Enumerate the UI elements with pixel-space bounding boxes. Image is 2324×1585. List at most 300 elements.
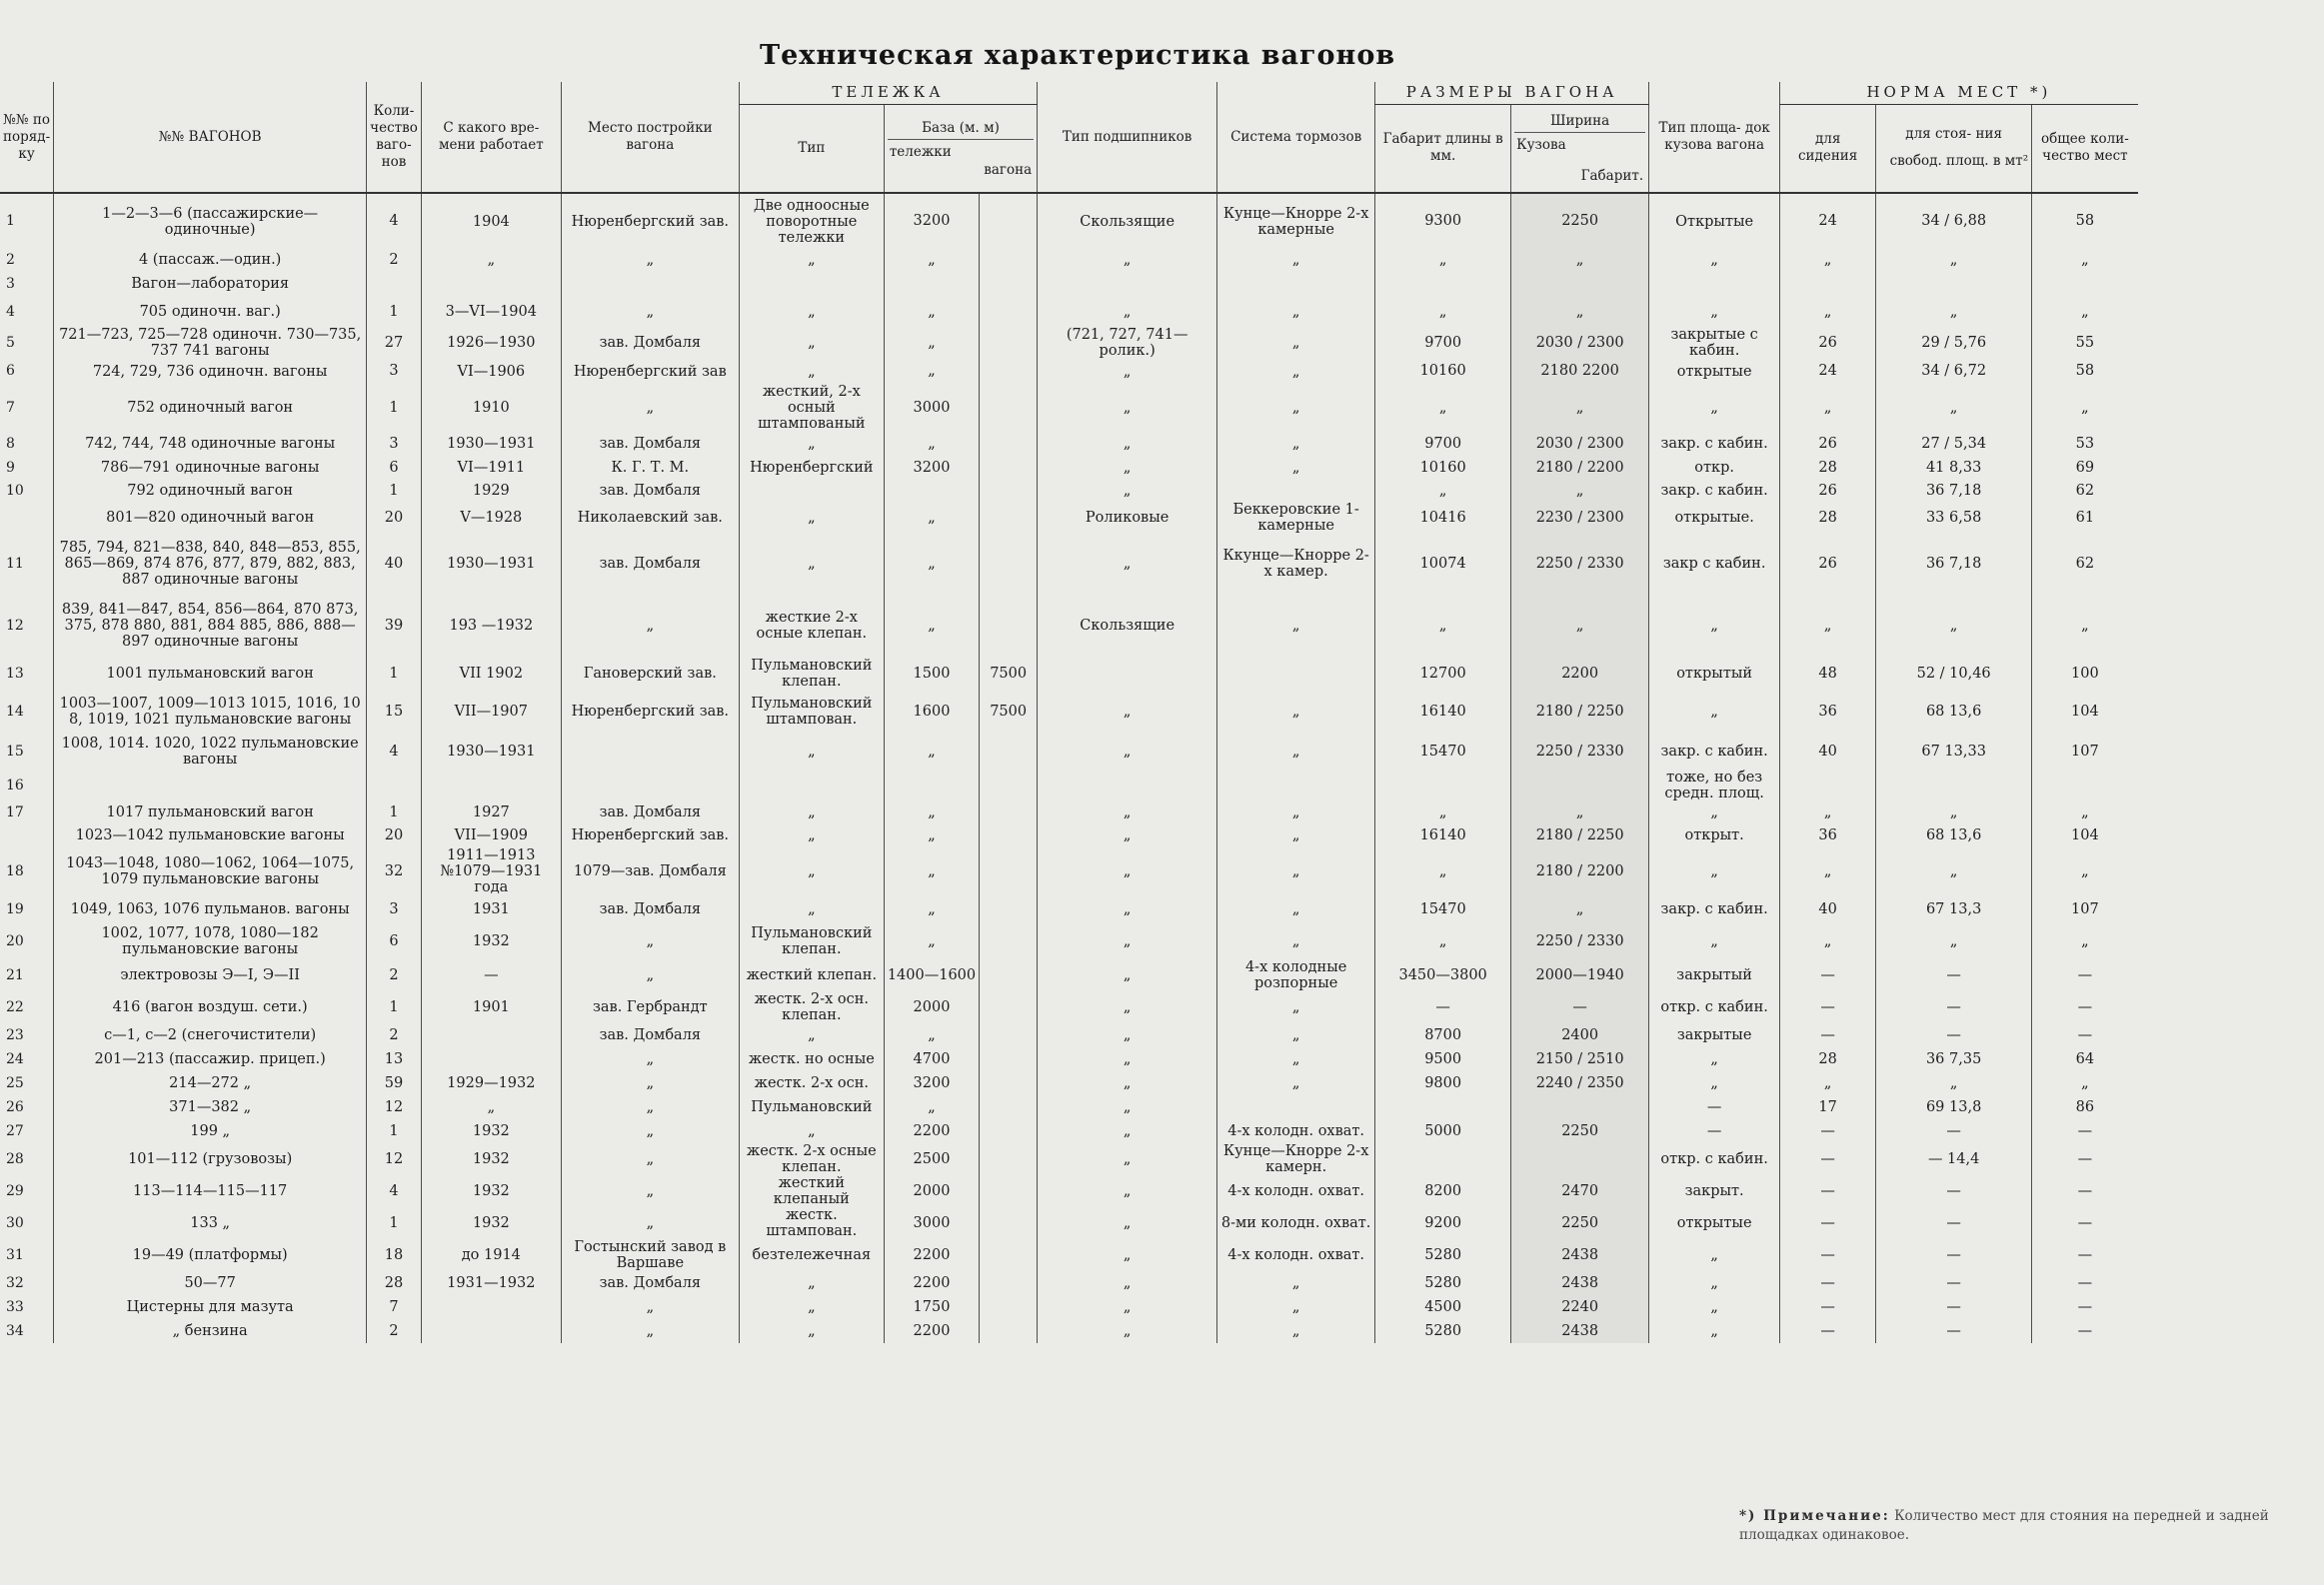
- cell-bw: [980, 297, 1038, 327]
- cell-sys: „: [1217, 991, 1375, 1023]
- cell-t: жестк. штампован.: [739, 1207, 884, 1239]
- cell-sys: Беккеровские 1-камерные: [1217, 502, 1375, 534]
- cell-n: 24: [6, 1050, 24, 1067]
- cell-pl: открыт.: [1649, 823, 1780, 847]
- table-row: [0, 923, 2138, 959]
- table-row: [0, 895, 2138, 923]
- cell-l: 10160: [1375, 456, 1511, 480]
- cell-br: „: [1038, 1271, 1217, 1295]
- cell-sys: „: [1217, 359, 1375, 384]
- cell-s: 1932: [421, 1175, 561, 1207]
- cell-s: 193 —1932: [421, 594, 561, 658]
- cell-q: 2: [367, 959, 422, 991]
- cell-br: [1038, 770, 1217, 801]
- cell-n: 3: [6, 275, 15, 292]
- cell-s: 1932: [421, 1119, 561, 1143]
- cell-q: [367, 271, 422, 297]
- col-header-no: №№ по поряд- ку: [0, 82, 54, 193]
- cell-t: „: [739, 734, 884, 770]
- cell-wd: [1511, 770, 1649, 801]
- cell-br: „: [1038, 690, 1217, 734]
- cell-l: 8200: [1375, 1175, 1511, 1207]
- cell-sys: „: [1217, 1295, 1375, 1319]
- cell-s: 1926—1930: [421, 327, 561, 359]
- cell-s: [421, 770, 561, 801]
- cell-l: [1375, 271, 1511, 297]
- cell-p: „: [561, 297, 739, 327]
- cell-st: „: [1876, 384, 2032, 432]
- cell-sit: „: [1780, 1071, 1876, 1095]
- table-row: [0, 1239, 2138, 1271]
- cell-t: Пульмановский штампован.: [739, 690, 884, 734]
- cell-br: „: [1038, 480, 1217, 502]
- cell-tot: —: [2032, 1295, 2138, 1319]
- cell-br: „: [1038, 1239, 1217, 1271]
- cell-st: „: [1876, 847, 2032, 895]
- cell-sys: Кунце—Кнорре 2-х камерные: [1217, 193, 1375, 249]
- cell-br: „: [1038, 297, 1217, 327]
- cell-p: зав. Домбаля: [561, 801, 739, 823]
- cell-st: 68 13,6: [1876, 690, 2032, 734]
- cell-wd: 2150 / 2510: [1511, 1047, 1649, 1071]
- cell-tot: 64: [2032, 1047, 2138, 1071]
- cell-sit: —: [1780, 1119, 1876, 1143]
- cell-pl: закрытые: [1649, 1023, 1780, 1047]
- cell-q: 28: [367, 1271, 422, 1295]
- document-title: Техническая характеристика вагонов: [760, 40, 1396, 71]
- cell-s: 1911—1913 №1079—1931 года: [421, 847, 561, 895]
- cell-pl: открытый: [1649, 658, 1780, 690]
- cell-p: 1079—зав. Домбаля: [561, 847, 739, 895]
- cell-bb: „: [884, 432, 979, 456]
- cell-p: „: [561, 1095, 739, 1119]
- table-row: [0, 327, 2138, 359]
- cell-bb: „: [884, 359, 979, 384]
- cell-t: Две одноосные поворотные тележки: [739, 193, 884, 249]
- cell-s: до 1914: [421, 1239, 561, 1271]
- cell-br: „: [1038, 895, 1217, 923]
- cell-bw: [980, 359, 1038, 384]
- cell-l: 9300: [1375, 193, 1511, 249]
- cell-sit: 28: [1780, 1047, 1876, 1071]
- cell-s: [421, 1047, 561, 1071]
- cell-l: [1375, 1143, 1511, 1175]
- cell-pl: „: [1649, 847, 1780, 895]
- cell-l: „: [1375, 923, 1511, 959]
- table-row: [0, 734, 2138, 770]
- cell-st: 36 7,18: [1876, 534, 2032, 594]
- cell-sit: „: [1780, 594, 1876, 658]
- cell-pl: закрытые с кабин.: [1649, 327, 1780, 359]
- cell-s: [421, 1023, 561, 1047]
- cell-tot: —: [2032, 1319, 2138, 1343]
- cell-bb: 3200: [884, 456, 979, 480]
- cell-w: 1008, 1014. 1020, 1022 пульмановские вагоны: [54, 734, 367, 770]
- cell-br: „: [1038, 734, 1217, 770]
- cell-w: 1049, 1063, 1076 пульманов. вагоны: [54, 895, 367, 923]
- cell-bb: „: [884, 502, 979, 534]
- table-row: [0, 359, 2138, 384]
- cell-br: „: [1038, 801, 1217, 823]
- cell-l: 16140: [1375, 690, 1511, 734]
- cell-p: „: [561, 1295, 739, 1319]
- cell-sit: 40: [1780, 734, 1876, 770]
- cell-br: „: [1038, 1095, 1217, 1119]
- cell-t: жестк. но осные: [739, 1047, 884, 1071]
- cell-p: зав. Домбаля: [561, 1271, 739, 1295]
- cell-pl: „: [1649, 1295, 1780, 1319]
- cell-w: 1017 пульмановский вагон: [54, 801, 367, 823]
- cell-sys: „: [1217, 923, 1375, 959]
- cell-bw: [980, 1239, 1038, 1271]
- cell-w: 785, 794, 821—838, 840, 848—853, 855, 865—869, 874 876, 877, 879, 882, 883, 887 одиночные вагоны: [54, 534, 367, 594]
- cell-bb: „: [884, 249, 979, 271]
- table-row: [0, 959, 2138, 991]
- table-row: [0, 1271, 2138, 1295]
- cell-w: 1—2—3—6 (пассажирские—одиночные): [54, 193, 367, 249]
- cell-bb: „: [884, 1023, 979, 1047]
- cell-bb: „: [884, 1095, 979, 1119]
- cell-l: „: [1375, 847, 1511, 895]
- cell-pl: откр. с кабин.: [1649, 1143, 1780, 1175]
- cell-wd: 2438: [1511, 1239, 1649, 1271]
- cell-sys: „: [1217, 801, 1375, 823]
- cell-br: „: [1038, 456, 1217, 480]
- cell-br: [1038, 271, 1217, 297]
- cell-bb: „: [884, 823, 979, 847]
- table-row: [0, 502, 2138, 534]
- cell-l: 5280: [1375, 1239, 1511, 1271]
- col-header-sit: для сидения: [1780, 104, 1876, 193]
- table-row: [0, 1319, 2138, 1343]
- cell-n: 15: [6, 743, 24, 760]
- cell-q: 4: [367, 193, 422, 249]
- cell-w: 1023—1042 пульмановские вагоны: [54, 823, 367, 847]
- cell-sys: „: [1217, 249, 1375, 271]
- cell-pl: „: [1649, 1047, 1780, 1071]
- cell-wd: 2180 / 2250: [1511, 690, 1649, 734]
- cell-bw: [980, 594, 1038, 658]
- cell-bw: [980, 249, 1038, 271]
- cell-st: — 14,4: [1876, 1143, 2032, 1175]
- cell-wd: [1511, 271, 1649, 297]
- cell-t: „: [739, 1295, 884, 1319]
- col-header-platform: Тип площа- док кузова вагона: [1649, 82, 1780, 193]
- cell-p: „: [561, 249, 739, 271]
- cell-br: Скользящие: [1038, 193, 1217, 249]
- cell-sit: 24: [1780, 359, 1876, 384]
- cell-wd: 2470: [1511, 1175, 1649, 1207]
- cell-q: [367, 770, 422, 801]
- col-group-norm: НОРМА МЕСТ *): [1780, 82, 2138, 104]
- cell-st: —: [1876, 1319, 2032, 1343]
- cell-wd: 2240 / 2350: [1511, 1071, 1649, 1095]
- cell-t: жесткий, 2-х осный штампованый: [739, 384, 884, 432]
- cell-sit: —: [1780, 991, 1876, 1023]
- cell-s: 1910: [421, 384, 561, 432]
- cell-bb: 1600: [884, 690, 979, 734]
- cell-bb: 3000: [884, 384, 979, 432]
- cell-s: 1932: [421, 1207, 561, 1239]
- cell-sit: „: [1780, 847, 1876, 895]
- cell-p: „: [561, 959, 739, 991]
- cell-l: 5000: [1375, 1119, 1511, 1143]
- cell-tot: —: [2032, 1239, 2138, 1271]
- cell-sys: „: [1217, 847, 1375, 895]
- cell-wd: 2438: [1511, 1271, 1649, 1295]
- cell-tot: 61: [2032, 502, 2138, 534]
- cell-p: „: [561, 1319, 739, 1343]
- cell-t: „: [739, 1319, 884, 1343]
- cell-t: [739, 770, 884, 801]
- cell-br: „: [1038, 384, 1217, 432]
- cell-q: 1: [367, 1207, 422, 1239]
- cell-n: 20: [6, 932, 24, 949]
- col-header-width-title: Ширина: [1514, 111, 1645, 133]
- cell-t: „: [739, 847, 884, 895]
- cell-w: 50—77: [54, 1271, 367, 1295]
- cell-wd: „: [1511, 480, 1649, 502]
- cell-sys: [1217, 770, 1375, 801]
- cell-st: 67 13,3: [1876, 895, 2032, 923]
- cell-p: „: [561, 384, 739, 432]
- cell-t: „: [739, 432, 884, 456]
- cell-s: 1932: [421, 1143, 561, 1175]
- cell-bb: 2000: [884, 1175, 979, 1207]
- cell-bw: [980, 1319, 1038, 1343]
- cell-st: 27 / 5,34: [1876, 432, 2032, 456]
- cell-bw: [980, 1295, 1038, 1319]
- cell-pl: тоже, но без средн. площ.: [1649, 770, 1780, 801]
- cell-t: „: [739, 823, 884, 847]
- cell-st: 52 / 10,46: [1876, 658, 2032, 690]
- cell-st: „: [1876, 594, 2032, 658]
- cell-w: 101—112 (грузовозы): [54, 1143, 367, 1175]
- col-header-brake: Система тормозов: [1217, 82, 1375, 193]
- cell-br: „: [1038, 1175, 1217, 1207]
- cell-q: 15: [367, 690, 422, 734]
- cell-wd: 2180 / 2250: [1511, 823, 1649, 847]
- wagon-spec-table: [0, 82, 2138, 1343]
- cell-l: —: [1375, 991, 1511, 1023]
- cell-st: —: [1876, 1119, 2032, 1143]
- cell-l: „: [1375, 594, 1511, 658]
- cell-p: зав. Домбаля: [561, 327, 739, 359]
- cell-st: „: [1876, 801, 2032, 823]
- cell-st: „: [1876, 297, 2032, 327]
- cell-sit: —: [1780, 1319, 1876, 1343]
- cell-tot: 104: [2032, 823, 2138, 847]
- cell-bw: [980, 923, 1038, 959]
- cell-n: 22: [6, 998, 24, 1015]
- cell-br: „: [1038, 959, 1217, 991]
- cell-w: 839, 841—847, 854, 856—864, 870 873, 375, 878 880, 881, 884 885, 886, 888—897 одиночные вагоны: [54, 594, 367, 658]
- cell-t: [739, 480, 884, 502]
- cell-bb: 3200: [884, 193, 979, 249]
- cell-l: 3450—3800: [1375, 959, 1511, 991]
- cell-bw: [980, 1119, 1038, 1143]
- table-row: [0, 1207, 2138, 1239]
- col-header-bogie-type: Тип: [739, 104, 884, 193]
- cell-bw: [980, 959, 1038, 991]
- cell-w: „ бензина: [54, 1319, 367, 1343]
- cell-w: 792 одиночный вагон: [54, 480, 367, 502]
- table-row: [0, 480, 2138, 502]
- cell-p: Нюренбергский зав: [561, 359, 739, 384]
- cell-t: жесткий клепан.: [739, 959, 884, 991]
- cell-w: Цистерны для мазута: [54, 1295, 367, 1319]
- cell-sit: —: [1780, 1023, 1876, 1047]
- cell-s: [421, 271, 561, 297]
- cell-p: „: [561, 1071, 739, 1095]
- cell-sys: 8-ми колодн. охват.: [1217, 1207, 1375, 1239]
- col-header-total: общее коли- чество мест: [2032, 104, 2138, 193]
- cell-br: „: [1038, 1143, 1217, 1175]
- cell-p: Гостынский завод в Варшаве: [561, 1239, 739, 1271]
- col-header-base: [884, 104, 1037, 193]
- cell-w: 742, 744, 748 одиночные вагоны: [54, 432, 367, 456]
- cell-sys: „: [1217, 1047, 1375, 1071]
- cell-q: 4: [367, 734, 422, 770]
- cell-sit: [1780, 770, 1876, 801]
- cell-pl: „: [1649, 249, 1780, 271]
- cell-q: 12: [367, 1143, 422, 1175]
- cell-t: [739, 271, 884, 297]
- cell-n: [0, 502, 54, 534]
- cell-sys: „: [1217, 823, 1375, 847]
- cell-wd: „: [1511, 895, 1649, 923]
- cell-p: „: [561, 1175, 739, 1207]
- cell-w: 371—382 „: [54, 1095, 367, 1119]
- cell-wd: 2230 / 2300: [1511, 502, 1649, 534]
- cell-tot: 58: [2032, 359, 2138, 384]
- cell-bw: 7500: [980, 690, 1038, 734]
- cell-tot: —: [2032, 1119, 2138, 1143]
- table-row: [0, 534, 2138, 594]
- cell-w: 786—791 одиночные вагоны: [54, 456, 367, 480]
- cell-sys: [1217, 271, 1375, 297]
- cell-sit: „: [1780, 249, 1876, 271]
- cell-tot: „: [2032, 923, 2138, 959]
- cell-pl: „: [1649, 384, 1780, 432]
- cell-sit: „: [1780, 297, 1876, 327]
- cell-t: „: [739, 502, 884, 534]
- cell-wd: 2180 / 2200: [1511, 847, 1649, 895]
- cell-bb: „: [884, 734, 979, 770]
- cell-s: 1927: [421, 801, 561, 823]
- col-header-width: [1511, 104, 1649, 193]
- col-group-dims: РАЗМЕРЫ ВАГОНА: [1375, 82, 1649, 104]
- cell-wd: 2400: [1511, 1023, 1649, 1047]
- cell-tot: „: [2032, 847, 2138, 895]
- cell-pl: „: [1649, 1319, 1780, 1343]
- cell-w: 201—213 (пассажир. прицеп.): [54, 1047, 367, 1071]
- cell-n: 32: [6, 1274, 24, 1291]
- cell-bw: [980, 534, 1038, 594]
- cell-sys: „: [1217, 690, 1375, 734]
- cell-tot: —: [2032, 1143, 2138, 1175]
- cell-bb: 2200: [884, 1119, 979, 1143]
- cell-bw: [980, 847, 1038, 895]
- cell-tot: 58: [2032, 193, 2138, 249]
- cell-wd: [1511, 1143, 1649, 1175]
- cell-st: —: [1876, 1175, 2032, 1207]
- cell-st: —: [1876, 1207, 2032, 1239]
- cell-l: 9500: [1375, 1047, 1511, 1071]
- cell-tot: 107: [2032, 734, 2138, 770]
- cell-bb: [884, 480, 979, 502]
- cell-q: 20: [367, 502, 422, 534]
- cell-sys: [1217, 1095, 1375, 1119]
- cell-t: „: [739, 534, 884, 594]
- cell-q: 7: [367, 1295, 422, 1319]
- cell-sys: „: [1217, 384, 1375, 432]
- cell-bb: 2000: [884, 991, 979, 1023]
- cell-sit: [1780, 271, 1876, 297]
- cell-wd: 2240: [1511, 1295, 1649, 1319]
- cell-sit: 26: [1780, 327, 1876, 359]
- cell-l: „: [1375, 297, 1511, 327]
- cell-br: „: [1038, 1023, 1217, 1047]
- cell-st: [1876, 271, 2032, 297]
- cell-wd: 2030 / 2300: [1511, 432, 1649, 456]
- cell-p: зав. Домбаля: [561, 432, 739, 456]
- cell-tot: —: [2032, 1175, 2138, 1207]
- cell-bw: [980, 1023, 1038, 1047]
- cell-w: 752 одиночный вагон: [54, 384, 367, 432]
- table-row: [0, 249, 2138, 271]
- cell-br: „: [1038, 991, 1217, 1023]
- cell-p: Гановерский зав.: [561, 658, 739, 690]
- cell-bb: 3000: [884, 1207, 979, 1239]
- cell-bb: „: [884, 923, 979, 959]
- cell-st: 29 / 5,76: [1876, 327, 2032, 359]
- col-group-bogie: ТЕЛЕЖКА: [739, 82, 1037, 104]
- cell-s: VII—1909: [421, 823, 561, 847]
- cell-bw: [980, 1175, 1038, 1207]
- table-row: [0, 801, 2138, 823]
- cell-p: зав. Домбаля: [561, 895, 739, 923]
- cell-br: „: [1038, 1295, 1217, 1319]
- table-row: [0, 1295, 2138, 1319]
- cell-pl: „: [1649, 923, 1780, 959]
- cell-s: VII 1902: [421, 658, 561, 690]
- cell-p: зав. Домбаля: [561, 534, 739, 594]
- cell-wd: 2180 / 2200: [1511, 456, 1649, 480]
- cell-sit: 48: [1780, 658, 1876, 690]
- cell-st: —: [1876, 959, 2032, 991]
- cell-n: 21: [6, 966, 24, 983]
- col-header-base-title: База (м. м): [888, 118, 1034, 140]
- cell-sit: 24: [1780, 193, 1876, 249]
- cell-n: 16: [6, 777, 24, 793]
- cell-tot: 62: [2032, 480, 2138, 502]
- footnote: [1739, 1507, 2299, 1545]
- cell-sys: „: [1217, 432, 1375, 456]
- cell-tot: „: [2032, 384, 2138, 432]
- cell-t: „: [739, 359, 884, 384]
- cell-w: 133 „: [54, 1207, 367, 1239]
- cell-pl: закр. с кабин.: [1649, 480, 1780, 502]
- cell-l: 9700: [1375, 327, 1511, 359]
- col-header-qty: Коли- чество ваго- нов: [367, 82, 422, 193]
- cell-n: 7: [6, 399, 15, 416]
- cell-q: 20: [367, 823, 422, 847]
- cell-tot: „: [2032, 249, 2138, 271]
- cell-bw: [980, 895, 1038, 923]
- cell-tot: 100: [2032, 658, 2138, 690]
- cell-br: „: [1038, 1319, 1217, 1343]
